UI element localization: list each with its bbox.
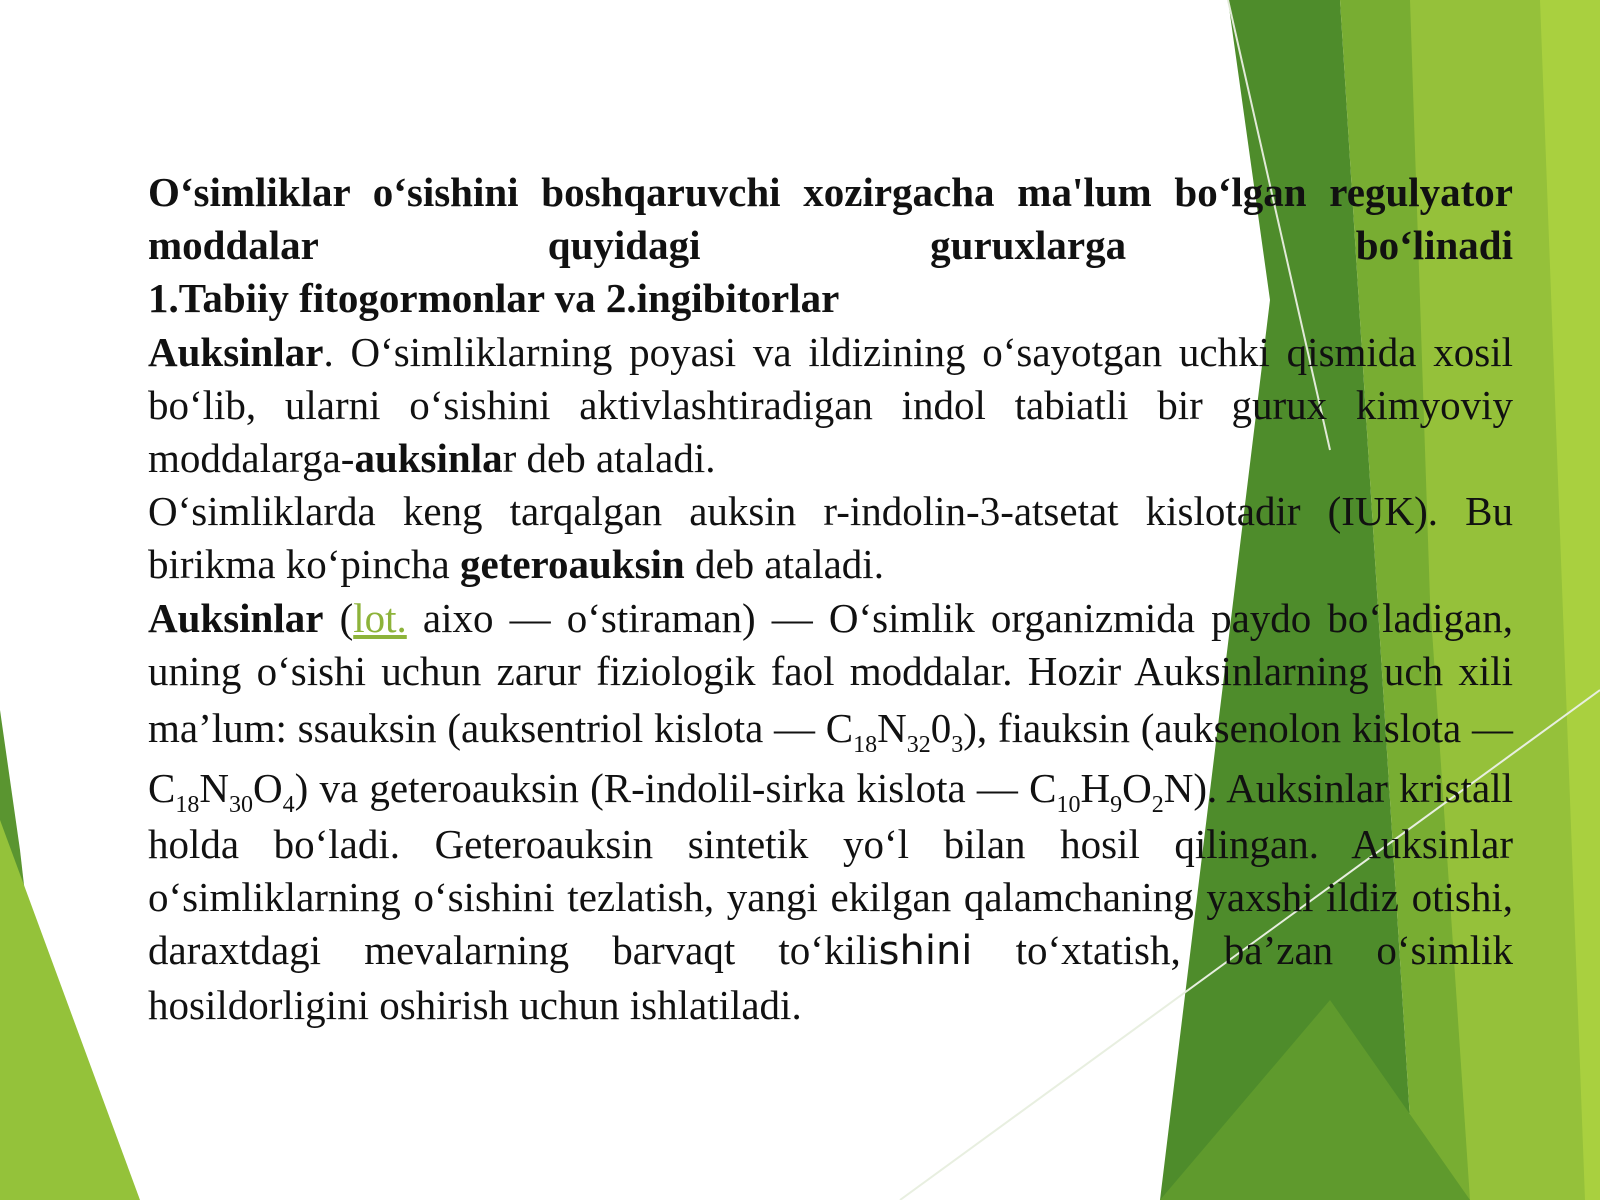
slide-text-body [148, 166, 1513, 1032]
auksinlar-term: Auksinlar [148, 328, 324, 375]
lot-link[interactable]: lot. [353, 594, 407, 641]
heading-line-1: O‘simliklar o‘sishini boshqaruvchi xozirgacha ma'lum bo‘lgan regulyator moddalar quyidagi guruxlarga bo‘linadi [148, 169, 1513, 269]
iuk-text: O‘simliklarda keng tarqalgan auksin r-indolin-3-atsetat kislotadir (IUK). Bu birikma ko‘pincha [148, 488, 1513, 588]
heading-paragraph [148, 166, 1513, 272]
detail-text-d: N). Auksinlar kristall holda bo‘ladi. Geteroauksin sintetik yo‘l bilan hosil qilingan. Auksinlar o‘simliklarning o‘sishini tezlatish, yangi ekilgan qalamchaning yaxshi ildiz otishi, daraxtdagi mevalarning barvaqt to‘kili [148, 765, 1514, 974]
detail-text-c: ) va geteroauksin (R-indolil-sirka kislota — C [294, 765, 1057, 812]
auksinlar-definition-paragraph [148, 326, 1513, 486]
paren-open: ( [323, 594, 354, 641]
geteroauksin-term: geteroauksin [459, 541, 685, 588]
auksinlar-detail-paragraph [148, 592, 1513, 1032]
iuk-paragraph [148, 485, 1513, 591]
detail-text-e: to‘xtatish, ba’zan o‘simlik hosildorligini oshirish uchun ishlatiladi. [148, 927, 1513, 1028]
formula-fiauksin: $_{18}N_{30}O_4$ [175, 765, 295, 819]
heading-line-2: 1.Tabiiy fitogormonlar va 2.ingibitorlar [148, 275, 840, 322]
detail-text-sans: shini [878, 928, 973, 975]
auksinlar-definition-tail: r deb ataladi. [502, 435, 716, 482]
left-light-facet [0, 820, 140, 1200]
iuk-tail: deb ataladi. [684, 541, 884, 588]
formula-geteroauksin: $_{10}H_9O_2$ [1056, 765, 1164, 819]
auksinlar-term-2: Auksinlar [148, 594, 324, 641]
formula-ssauksin: $_{18}N_{32}0_3$ [853, 705, 964, 759]
auksinlar-definition-text: . O‘simliklarning poyasi va ildizining o‘sayotgan uchki qismida xosil bo‘lib, ularni o‘sishini aktivlashtiradigan indol tabiatli bir gurux kimyoviy moddalarga- [148, 328, 1513, 482]
auksinla-term: auksinla [354, 435, 503, 482]
detail-text-b: ), fiauksin (auksenolon kislota — C [148, 705, 1513, 812]
subheading-paragraph [148, 272, 1513, 325]
detail-text-a: aixo — o‘stiraman) — O‘simlik organizmida paydo bo‘ladigan, uning o‘sishi uchun zarur fiziologik faol moddalar. Hozir Auksinlarning uch xili ma’lum: ssauksin (auksentriol kislota — C [148, 594, 1513, 752]
